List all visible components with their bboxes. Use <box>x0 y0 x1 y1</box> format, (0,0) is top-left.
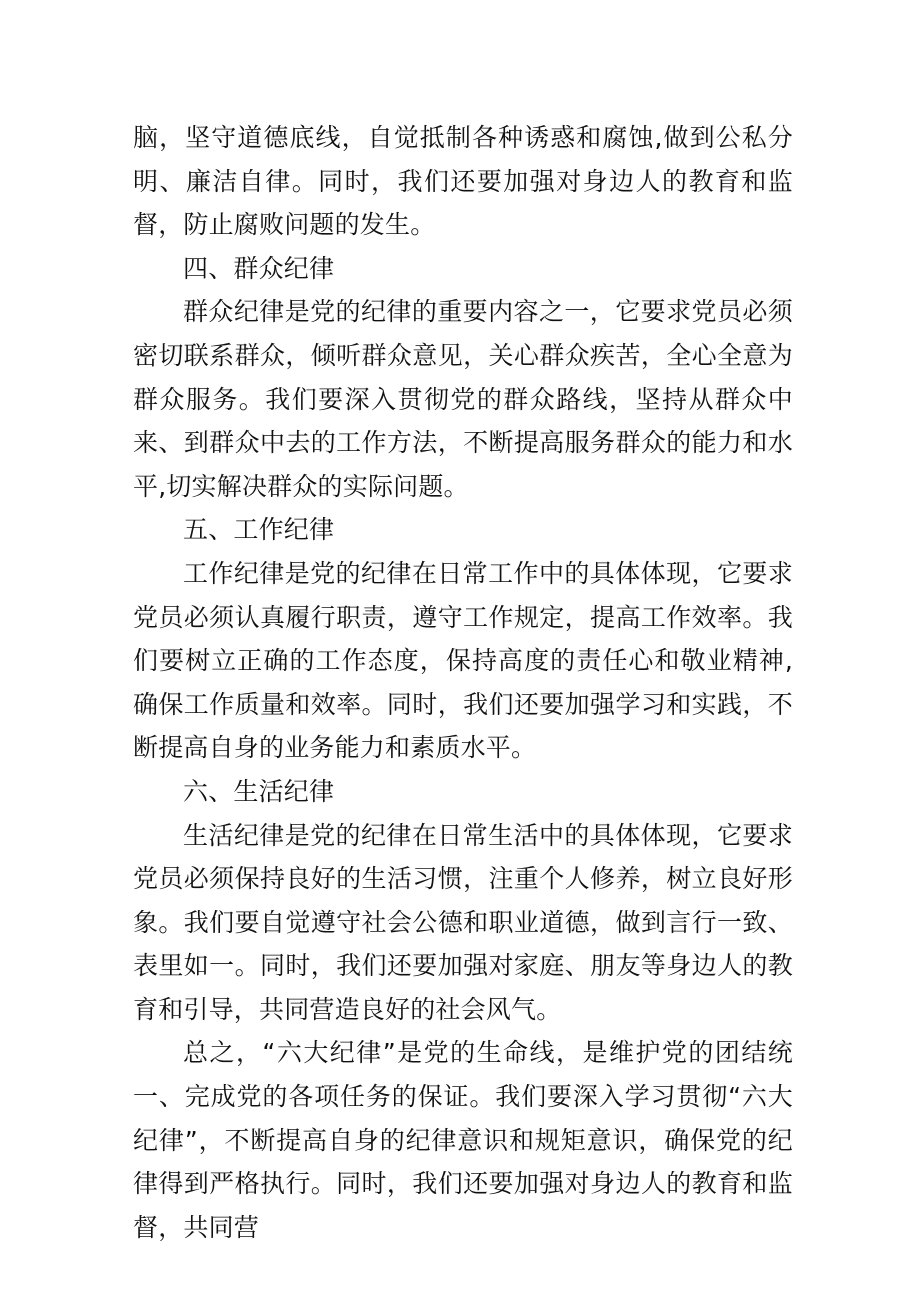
section-heading-5: 五、工作纪律 <box>183 515 335 545</box>
paragraph-conclusion: 总之，“六大纪律”是党的生命线，是维护党的团结统一、完成党的各项任务的保证。我们要深入学习贯彻“六大纪律”，不断提高自身的纪律意识和规矩意识，确保党的纪律得到严格执行。同时，我们还要加强对身边人的教育和监督，共同营 <box>133 1038 793 1242</box>
paragraph-continued: 脑，坚守道德底线，自觉抵制各种诱惑和腐蚀,做到公私分明、廉洁自律。同时，我们还要加强对身边人的教育和监督，防止腐败问题的发生。 <box>133 123 793 240</box>
section-heading-6: 六、生活纪律 <box>183 776 335 806</box>
paragraph-life-discipline: 生活纪律是党的纪律在日常生活中的具体体现，它要求党员必须保持良好的生活习惯，注重个人修养，树立良好形象。我们要自觉遵守社会公德和职业道德，做到言行一致、表里如一。同时，我们还要加强对家庭、朋友等身边人的教育和引导，共同营造良好的社会风气。 <box>133 820 793 1024</box>
document-body <box>133 116 793 1249</box>
paragraph-mass-discipline: 群众纪律是党的纪律的重要内容之一，它要求党员必须密切联系群众，倾听群众意见，关心群众疾苦，全心全意为群众服务。我们要深入贯彻党的群众路线，坚持从群众中来、到群众中去的工作方法，不断提高服务群众的能力和水平,切实解决群众的实际问题。 <box>133 297 793 501</box>
section-heading-4: 四、群众纪律 <box>183 253 335 283</box>
paragraph-work-discipline: 工作纪律是党的纪律在日常工作中的具体体现，它要求党员必须认真履行职责，遵守工作规定，提高工作效率。我们要树立正确的工作态度，保持高度的责任心和敬业精神,确保工作质量和效率。同时，我们还要加强学习和实践，不断提高自身的业务能力和素质水平。 <box>133 558 793 763</box>
